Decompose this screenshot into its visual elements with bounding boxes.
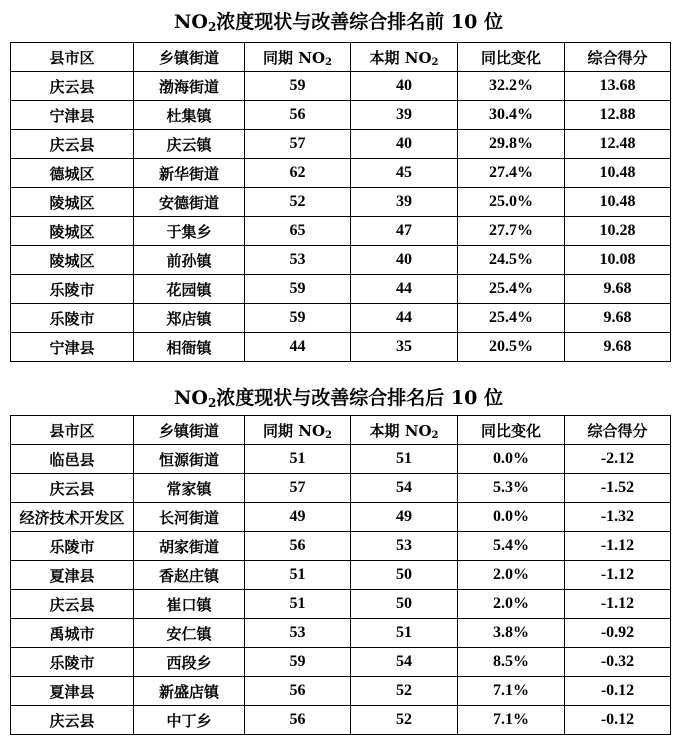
column-header-yoy-change: 同比变化 bbox=[458, 416, 565, 445]
cell-current-no2: 44 bbox=[351, 304, 458, 333]
column-header-county: 县市区 bbox=[11, 43, 134, 72]
cell-town: 常家镇 bbox=[134, 474, 245, 503]
cell-previous-no2: 53 bbox=[245, 619, 351, 648]
cell-county: 夏津县 bbox=[11, 677, 134, 706]
table-row bbox=[11, 561, 671, 590]
table-row bbox=[11, 101, 671, 130]
cell-previous-no2: 62 bbox=[245, 159, 351, 188]
cell-yoy-change: 2.0% bbox=[458, 590, 565, 619]
cell-previous-no2: 59 bbox=[245, 648, 351, 677]
cell-previous-no2: 51 bbox=[245, 590, 351, 619]
cell-previous-no2: 65 bbox=[245, 217, 351, 246]
cell-score: -0.32 bbox=[565, 648, 671, 677]
table-row bbox=[11, 590, 671, 619]
cell-county: 乐陵市 bbox=[11, 275, 134, 304]
cell-previous-no2: 49 bbox=[245, 503, 351, 532]
table-row bbox=[11, 72, 671, 101]
cell-current-no2: 50 bbox=[351, 561, 458, 590]
column-header-town: 乡镇街道 bbox=[134, 416, 245, 445]
table-row bbox=[11, 503, 671, 532]
cell-yoy-change: 25.4% bbox=[458, 304, 565, 333]
cell-score: -1.52 bbox=[565, 474, 671, 503]
cell-previous-no2: 56 bbox=[245, 532, 351, 561]
cell-county: 宁津县 bbox=[11, 333, 134, 362]
cell-score: -1.32 bbox=[565, 503, 671, 532]
table-row bbox=[11, 304, 671, 333]
cell-yoy-change: 32.2% bbox=[458, 72, 565, 101]
cell-current-no2: 51 bbox=[351, 619, 458, 648]
cell-town: 杜集镇 bbox=[134, 101, 245, 130]
cell-score: 13.68 bbox=[565, 72, 671, 101]
cell-town: 新华街道 bbox=[134, 159, 245, 188]
table-row bbox=[11, 648, 671, 677]
cell-county: 乐陵市 bbox=[11, 648, 134, 677]
cell-county: 庆云县 bbox=[11, 590, 134, 619]
bottom-ranking-body bbox=[11, 445, 671, 735]
cell-score: -0.12 bbox=[565, 706, 671, 735]
cell-yoy-change: 25.4% bbox=[458, 275, 565, 304]
cell-county: 宁津县 bbox=[11, 101, 134, 130]
table-row bbox=[11, 619, 671, 648]
cell-score: 10.28 bbox=[565, 217, 671, 246]
cell-previous-no2: 57 bbox=[245, 474, 351, 503]
cell-yoy-change: 7.1% bbox=[458, 677, 565, 706]
bottom-ranking-table bbox=[10, 415, 671, 735]
column-header-county: 县市区 bbox=[11, 416, 134, 445]
cell-current-no2: 40 bbox=[351, 72, 458, 101]
table-header-row bbox=[11, 416, 671, 445]
cell-town: 中丁乡 bbox=[134, 706, 245, 735]
cell-town: 安德街道 bbox=[134, 188, 245, 217]
table-row bbox=[11, 445, 671, 474]
cell-current-no2: 44 bbox=[351, 275, 458, 304]
cell-county: 临邑县 bbox=[11, 445, 134, 474]
table-row bbox=[11, 677, 671, 706]
cell-previous-no2: 51 bbox=[245, 445, 351, 474]
cell-county: 庆云县 bbox=[11, 72, 134, 101]
cell-current-no2: 54 bbox=[351, 648, 458, 677]
cell-town: 西段乡 bbox=[134, 648, 245, 677]
cell-town: 胡家街道 bbox=[134, 532, 245, 561]
column-header-score: 综合得分 bbox=[565, 43, 671, 72]
cell-previous-no2: 53 bbox=[245, 246, 351, 275]
cell-current-no2: 40 bbox=[351, 246, 458, 275]
cell-town: 郑店镇 bbox=[134, 304, 245, 333]
cell-current-no2: 49 bbox=[351, 503, 458, 532]
cell-score: -0.12 bbox=[565, 677, 671, 706]
cell-yoy-change: 25.0% bbox=[458, 188, 565, 217]
cell-current-no2: 51 bbox=[351, 445, 458, 474]
cell-previous-no2: 56 bbox=[245, 101, 351, 130]
cell-county: 陵城区 bbox=[11, 246, 134, 275]
top-ranking-body bbox=[11, 72, 671, 362]
cell-current-no2: 39 bbox=[351, 188, 458, 217]
table-header-row bbox=[11, 43, 671, 72]
cell-current-no2: 45 bbox=[351, 159, 458, 188]
top-ranking-title: $NO_2$浓度现状与改善综合排名前 10 位 bbox=[174, 11, 503, 34]
cell-current-no2: 53 bbox=[351, 532, 458, 561]
cell-town: 恒源街道 bbox=[134, 445, 245, 474]
column-header-previous-no2: 同期 $NO_2$ bbox=[245, 416, 351, 445]
table-row bbox=[11, 188, 671, 217]
cell-town: 花园镇 bbox=[134, 275, 245, 304]
cell-previous-no2: 59 bbox=[245, 72, 351, 101]
cell-town: 庆云镇 bbox=[134, 130, 245, 159]
cell-yoy-change: 0.0% bbox=[458, 503, 565, 532]
cell-yoy-change: 5.4% bbox=[458, 532, 565, 561]
cell-county: 陵城区 bbox=[11, 217, 134, 246]
table-row bbox=[11, 217, 671, 246]
cell-score: 12.48 bbox=[565, 130, 671, 159]
cell-county: 夏津县 bbox=[11, 561, 134, 590]
cell-current-no2: 50 bbox=[351, 590, 458, 619]
cell-yoy-change: 7.1% bbox=[458, 706, 565, 735]
table-row bbox=[11, 159, 671, 188]
cell-county: 陵城区 bbox=[11, 188, 134, 217]
cell-county: 乐陵市 bbox=[11, 304, 134, 333]
cell-previous-no2: 59 bbox=[245, 304, 351, 333]
table-row bbox=[11, 706, 671, 735]
cell-previous-no2: 52 bbox=[245, 188, 351, 217]
cell-previous-no2: 51 bbox=[245, 561, 351, 590]
table-row bbox=[11, 275, 671, 304]
cell-score: -1.12 bbox=[565, 532, 671, 561]
cell-score: -1.12 bbox=[565, 561, 671, 590]
cell-yoy-change: 20.5% bbox=[458, 333, 565, 362]
cell-town: 安仁镇 bbox=[134, 619, 245, 648]
cell-score: 12.88 bbox=[565, 101, 671, 130]
cell-score: 9.68 bbox=[565, 333, 671, 362]
cell-previous-no2: 56 bbox=[245, 706, 351, 735]
cell-yoy-change: 2.0% bbox=[458, 561, 565, 590]
cell-score: -1.12 bbox=[565, 590, 671, 619]
cell-current-no2: 54 bbox=[351, 474, 458, 503]
cell-current-no2: 52 bbox=[351, 706, 458, 735]
column-header-yoy-change: 同比变化 bbox=[458, 43, 565, 72]
cell-town: 崔口镇 bbox=[134, 590, 245, 619]
column-header-current-no2: 本期 $NO_2$ bbox=[351, 416, 458, 445]
cell-county: 庆云县 bbox=[11, 706, 134, 735]
cell-current-no2: 52 bbox=[351, 677, 458, 706]
cell-current-no2: 39 bbox=[351, 101, 458, 130]
cell-score: 9.68 bbox=[565, 304, 671, 333]
cell-yoy-change: 24.5% bbox=[458, 246, 565, 275]
cell-current-no2: 35 bbox=[351, 333, 458, 362]
cell-yoy-change: 5.3% bbox=[458, 474, 565, 503]
cell-previous-no2: 57 bbox=[245, 130, 351, 159]
cell-town: 香赵庄镇 bbox=[134, 561, 245, 590]
cell-county: 德城区 bbox=[11, 159, 134, 188]
cell-previous-no2: 44 bbox=[245, 333, 351, 362]
cell-previous-no2: 59 bbox=[245, 275, 351, 304]
cell-score: -2.12 bbox=[565, 445, 671, 474]
cell-yoy-change: 8.5% bbox=[458, 648, 565, 677]
cell-current-no2: 47 bbox=[351, 217, 458, 246]
column-header-town: 乡镇街道 bbox=[134, 43, 245, 72]
cell-current-no2: 40 bbox=[351, 130, 458, 159]
cell-yoy-change: 27.4% bbox=[458, 159, 565, 188]
cell-score: 9.68 bbox=[565, 275, 671, 304]
column-header-previous-no2: 同期 $NO_2$ bbox=[245, 43, 351, 72]
cell-county: 乐陵市 bbox=[11, 532, 134, 561]
top-ranking-table bbox=[10, 42, 671, 362]
cell-town: 相衙镇 bbox=[134, 333, 245, 362]
cell-town: 长河街道 bbox=[134, 503, 245, 532]
cell-town: 前孙镇 bbox=[134, 246, 245, 275]
cell-previous-no2: 56 bbox=[245, 677, 351, 706]
column-header-current-no2: 本期 $NO_2$ bbox=[351, 43, 458, 72]
table-row bbox=[11, 130, 671, 159]
cell-county: 禹城市 bbox=[11, 619, 134, 648]
cell-score: 10.08 bbox=[565, 246, 671, 275]
column-header-score: 综合得分 bbox=[565, 416, 671, 445]
cell-yoy-change: 27.7% bbox=[458, 217, 565, 246]
table-row bbox=[11, 246, 671, 275]
cell-town: 于集乡 bbox=[134, 217, 245, 246]
cell-county: 庆云县 bbox=[11, 130, 134, 159]
cell-yoy-change: 30.4% bbox=[458, 101, 565, 130]
cell-town: 渤海街道 bbox=[134, 72, 245, 101]
cell-yoy-change: 29.8% bbox=[458, 130, 565, 159]
cell-score: -0.92 bbox=[565, 619, 671, 648]
table-row bbox=[11, 532, 671, 561]
cell-county: 经济技术开发区 bbox=[11, 503, 134, 532]
bottom-ranking-title: $NO_2$浓度现状与改善综合排名后 10 位 bbox=[174, 387, 503, 410]
cell-yoy-change: 0.0% bbox=[458, 445, 565, 474]
cell-score: 10.48 bbox=[565, 188, 671, 217]
table-row bbox=[11, 474, 671, 503]
table-row bbox=[11, 333, 671, 362]
cell-county: 庆云县 bbox=[11, 474, 134, 503]
cell-town: 新盛店镇 bbox=[134, 677, 245, 706]
cell-score: 10.48 bbox=[565, 159, 671, 188]
cell-yoy-change: 3.8% bbox=[458, 619, 565, 648]
